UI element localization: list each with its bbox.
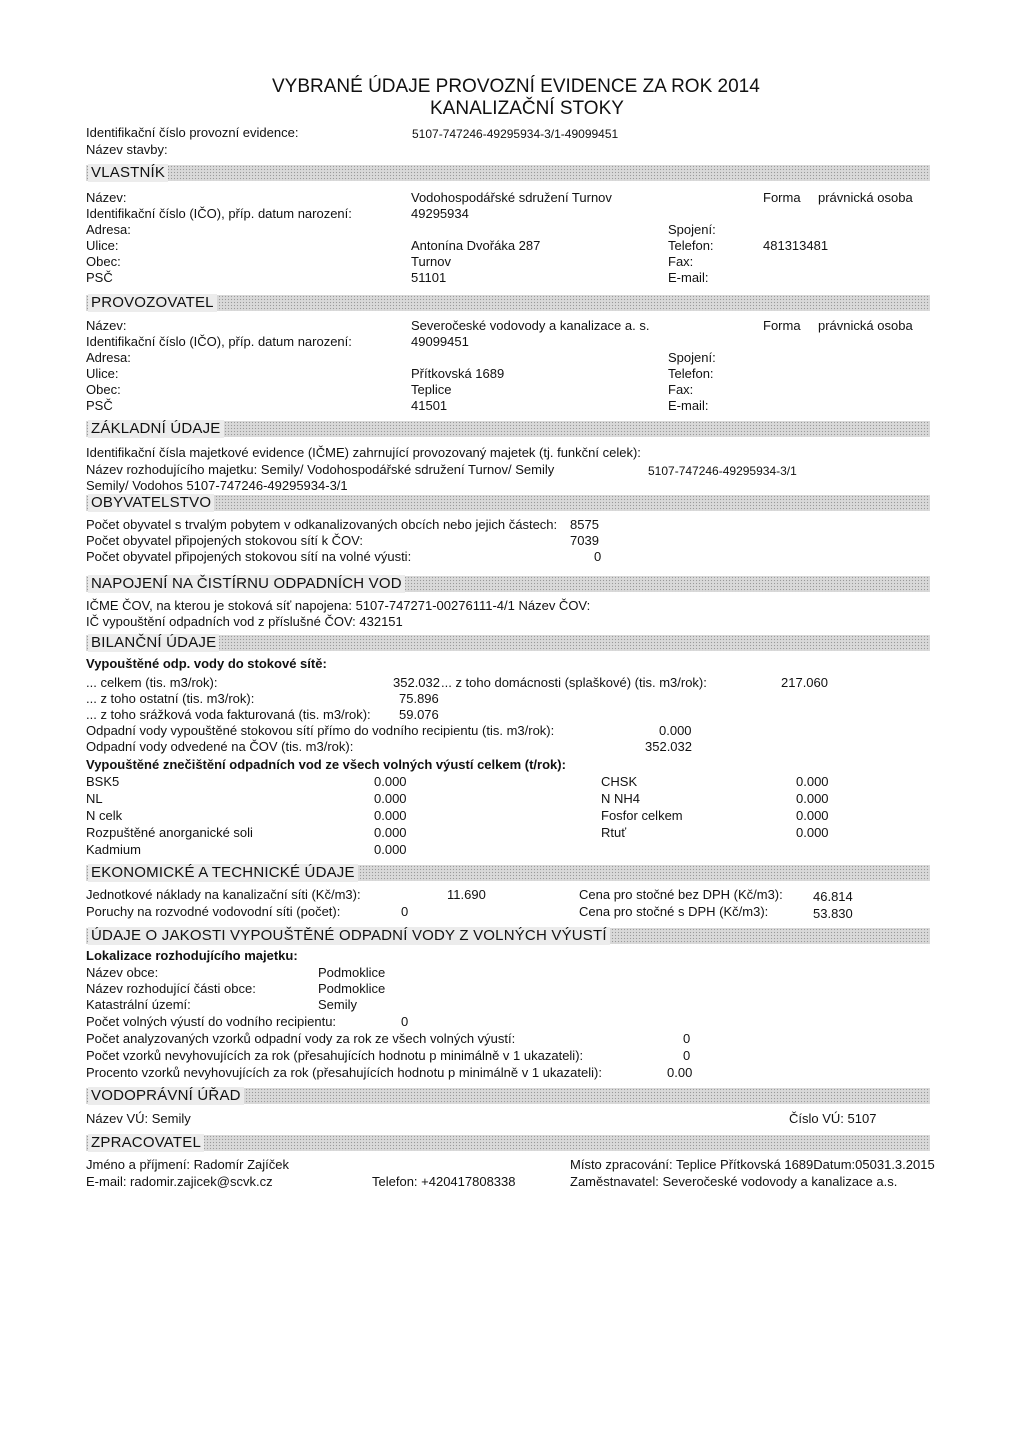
stocne-s-dph-label: Cena pro stočné s DPH (Kč/m3): [579, 904, 769, 919]
section-zpracovatel [86, 1135, 930, 1151]
bilance-odvedene-label: Odpadní vody odvedené na ČOV (tis. m3/rok): [86, 739, 354, 754]
jakost-procento-label: Procento vzorků nevyhovujících za rok (přesahujících hodnotu p minimálně v 1 ukazateli): [86, 1065, 602, 1080]
pollutant-value: 0.000 [796, 774, 829, 789]
jakost-vyusti-value: 0 [401, 1014, 409, 1029]
section-obyvatelstvo-title: OBYVATELSTVO [88, 494, 214, 512]
zpracovatel-telefon: Telefon: +420417808338 [372, 1174, 516, 1189]
vlastnik-telefon: 481313481 [763, 238, 829, 253]
pollutant-name: Rtuť [601, 825, 627, 840]
vlastnik-nazev-label: Název: [86, 190, 127, 205]
provozovatel-forma-label: Forma [763, 318, 801, 333]
bilance-ostatni-value: 75.896 [399, 691, 439, 706]
vlastnik-email-label: E-mail: [668, 270, 709, 285]
naklady-value: 11.690 [447, 887, 486, 902]
section-jakost [86, 928, 930, 944]
vlastnik-nazev: Vodohospodářské sdružení Turnov [411, 190, 612, 205]
obyvatele-trvaly-label: Počet obyvatel s trvalým pobytem v odkanalizovaných obcích nebo jejich částech: [86, 517, 558, 532]
pollutant-value: 0.000 [374, 842, 407, 857]
provozovatel-psc-label: PSČ [86, 398, 113, 413]
jakost-vzorky-value: 0 [683, 1031, 691, 1046]
napojeni-icme-line: IČME ČOV, na kterou je stoková síť napojena: 5107-747271-00276111-4/1 Název ČOV: [86, 598, 591, 613]
pollutant-name: N NH4 [601, 791, 641, 806]
zakladni-majetek-label: Název rozhodujícího majetku: Semily/ Vodohospodářské sdružení Turnov/ Semily [86, 462, 555, 477]
provozovatel-nazev-label: Název: [86, 318, 127, 333]
lokalizace-heading: Lokalizace rozhodujícího majetku: [86, 948, 298, 963]
section-ekonomicke [86, 865, 930, 881]
section-urad [86, 1088, 930, 1104]
provozovatel-forma: právnická osoba [818, 318, 913, 333]
urad-cislo: Číslo VÚ: 5107 [789, 1111, 877, 1126]
provozovatel-ulice-label: Ulice: [86, 366, 119, 381]
pollutant-name: Rozpuštěné anorganické soli [86, 825, 253, 840]
vlastnik-spojeni-label: Spojení: [668, 222, 716, 237]
jakost-katastr-value: Semily [318, 997, 358, 1012]
document-title: VYBRANÉ ÚDAJE PROVOZNÍ EVIDENCE ZA ROK 2014 [272, 76, 760, 97]
provozovatel-psc: 41501 [411, 398, 448, 413]
provozovatel-ico-label: Identifikační číslo (IČO), příp. datum narození: [86, 334, 352, 349]
jakost-vyusti-label: Počet volných výustí do vodního recipientu: [86, 1014, 337, 1029]
evidence-id-label: Identifikační číslo provozní evidence: [86, 125, 299, 140]
bilance-odvedene-value: 352.032 [645, 739, 692, 754]
provozovatel-obec: Teplice [411, 382, 452, 397]
znecisteni-heading: Vypouštěné znečištění odpadních vod ze všech volných výustí celkem (t/rok): [86, 757, 566, 772]
section-zakladni [86, 421, 930, 437]
pollutant-name: Fosfor celkem [601, 808, 683, 823]
bilance-primo-label: Odpadní vody vypouštěné stokovou sítí přímo do vodního recipientu (tis. m3/rok): [86, 723, 555, 738]
bilance-srazkova-label: ... z toho srážková voda fakturovaná (tis. m3/rok): [86, 707, 371, 722]
obyvatele-volne-value: 0 [594, 549, 602, 564]
obyvatele-trvaly-value: 8575 [570, 517, 599, 532]
bilance-domacnosti-label: ... z toho domácnosti (splaškové) (tis. m3/rok): [441, 675, 707, 690]
section-obyvatelstvo [86, 495, 930, 511]
jakost-obec-label: Název obce: [86, 965, 159, 980]
stocne-s-dph-value: 53.830 [813, 906, 853, 921]
jakost-cast-label: Název rozhodující části obce: [86, 981, 256, 996]
provozovatel-fax-label: Fax: [668, 382, 694, 397]
section-napojeni-title: NAPOJENÍ NA ČISTÍRNU ODPADNÍCH VOD [88, 575, 405, 593]
vlastnik-ico: 49295934 [411, 206, 469, 221]
zakladni-icme-line: Identifikační čísla majetkové evidence (IČME) zahrnující provozovaný majetek (tj. funkční celek): [86, 445, 641, 460]
pollutant-value: 0.000 [796, 808, 829, 823]
vlastnik-telefon-label: Telefon: [668, 238, 714, 253]
section-bilancni-title: BILANČNÍ ÚDAJE [88, 634, 219, 652]
bilance-domacnosti-value: 217.060 [781, 675, 828, 690]
pollutant-name: NL [86, 791, 103, 806]
bilance-heading: Vypouštěné odp. vody do stokové sítě: [86, 656, 327, 671]
zpracovatel-misto: Místo zpracování: Teplice Přítkovská 1689Datum:05031.3.2015 [570, 1157, 935, 1172]
vlastnik-psc-label: PSČ [86, 270, 113, 285]
poruchy-value: 0 [401, 904, 409, 919]
pollutant-value: 0.000 [796, 825, 829, 840]
provozovatel-spojeni-label: Spojení: [668, 350, 716, 365]
jakost-procento-value: 0.00 [667, 1065, 693, 1080]
vlastnik-adresa-label: Adresa: [86, 222, 131, 237]
section-ekonomicke-title: EKONOMICKÉ A TECHNICKÉ ÚDAJE [88, 864, 358, 882]
vlastnik-obec-label: Obec: [86, 254, 121, 269]
naklady-label: Jednotkové náklady na kanalizační síti (Kč/m3): [86, 887, 361, 902]
vlastnik-fax-label: Fax: [668, 254, 694, 269]
jakost-cast-value: Podmoklice [318, 981, 386, 996]
poruchy-label: Poruchy na rozvodné vodovodní síti (počet): [86, 904, 341, 919]
zakladni-majetek-value: 5107-747246-49295934-3/1 [648, 464, 797, 478]
urad-nazev: Název VÚ: Semily [86, 1111, 191, 1126]
section-provozovatel-title: PROVOZOVATEL [88, 294, 217, 312]
section-jakost-title: ÚDAJE O JAKOSTI VYPOUŠTĚNÉ ODPADNÍ VODY Z VOLNÝCH VÝUSTÍ [88, 927, 610, 945]
napojeni-ic-line: IČ vypouštění odpadních vod z příslušné ČOV: 432151 [86, 614, 403, 629]
jakost-obec-value: Podmoklice [318, 965, 386, 980]
vlastnik-psc: 51101 [411, 270, 447, 285]
provozovatel-ico: 49099451 [411, 334, 469, 349]
obyvatele-cov-label: Počet obyvatel připojených stokovou sítí k ČOV: [86, 533, 363, 548]
bilance-ostatni-label: ... z toho ostatní (tis. m3/rok): [86, 691, 255, 706]
vlastnik-obec: Turnov [411, 254, 451, 269]
bilance-celkem-label: ... celkem (tis. m3/rok): [86, 675, 218, 690]
section-bilancni [86, 635, 930, 651]
obyvatele-volne-label: Počet obyvatel připojených stokovou sítí na volné výusti: [86, 549, 412, 564]
section-urad-title: VODOPRÁVNÍ ÚŘAD [88, 1087, 244, 1105]
zakladni-semily-line: Semily/ Vodohos 5107-747246-49295934-3/1 [86, 478, 348, 493]
jakost-katastr-label: Katastrální území: [86, 997, 191, 1012]
evidence-id-value: 5107-747246-49295934-3/1-49099451 [412, 127, 619, 141]
jakost-vzorky-label: Počet analyzovaných vzorků odpadní vody za rok ze všech volných výustí: [86, 1031, 516, 1046]
bilance-srazkova-value: 59.076 [399, 707, 439, 722]
vlastnik-forma-label: Forma [763, 190, 801, 205]
provozovatel-obec-label: Obec: [86, 382, 121, 397]
document-subtitle: KANALIZAČNÍ STOKY [430, 98, 624, 119]
section-zpracovatel-title: ZPRACOVATEL [88, 1134, 204, 1152]
section-zakladni-title: ZÁKLADNÍ ÚDAJE [88, 420, 224, 438]
provozovatel-ulice: Přítkovská 1689 [411, 366, 505, 381]
bilance-primo-value: 0.000 [659, 723, 692, 738]
vlastnik-forma: právnická osoba [818, 190, 913, 205]
section-vlastnik-title: VLASTNÍK [88, 164, 168, 182]
pollutant-value: 0.000 [374, 791, 407, 806]
pollutant-name: N celk [86, 808, 123, 823]
pollutant-value: 0.000 [374, 825, 407, 840]
zpracovatel-jmeno: Jméno a příjmení: Radomír Zajíček [86, 1157, 290, 1172]
jakost-nevyhovujici-value: 0 [683, 1048, 691, 1063]
pollutant-name: BSK5 [86, 774, 120, 789]
vlastnik-ulice: Antonína Dvořáka 287 [411, 238, 541, 253]
stavba-label: Název stavby: [86, 142, 168, 157]
pollutant-value: 0.000 [374, 774, 407, 789]
stocne-bez-dph-label: Cena pro stočné bez DPH (Kč/m3): [579, 887, 783, 902]
provozovatel-adresa-label: Adresa: [86, 350, 131, 365]
provozovatel-email-label: E-mail: [668, 398, 709, 413]
obyvatele-cov-value: 7039 [570, 533, 599, 548]
vlastnik-ulice-label: Ulice: [86, 238, 119, 253]
provozovatel-nazev: Severočeské vodovody a kanalizace a. s. [411, 318, 650, 333]
zpracovatel-zamestnavatel: Zaměstnavatel: Severočeské vodovody a kanalizace a.s. [570, 1174, 898, 1189]
pollutant-name: CHSK [601, 774, 638, 789]
pollutant-value: 0.000 [796, 791, 829, 806]
pollutant-name: Kadmium [86, 842, 141, 857]
section-provozovatel [86, 295, 930, 311]
vlastnik-ico-label: Identifikační číslo (IČO), příp. datum narození: [86, 206, 352, 221]
section-napojeni [86, 576, 930, 592]
jakost-nevyhovujici-label: Počet vzorků nevyhovujících za rok (přesahujících hodnotu p minimálně v 1 ukazateli): [86, 1048, 584, 1063]
section-vlastnik [86, 165, 930, 181]
pollutant-value: 0.000 [374, 808, 407, 823]
stocne-bez-dph-value: 46.814 [813, 889, 853, 904]
bilance-celkem-value: 352.032 [393, 675, 440, 690]
zpracovatel-email: E-mail: radomir.zajicek@scvk.cz [86, 1174, 273, 1189]
provozovatel-telefon-label: Telefon: [668, 366, 714, 381]
